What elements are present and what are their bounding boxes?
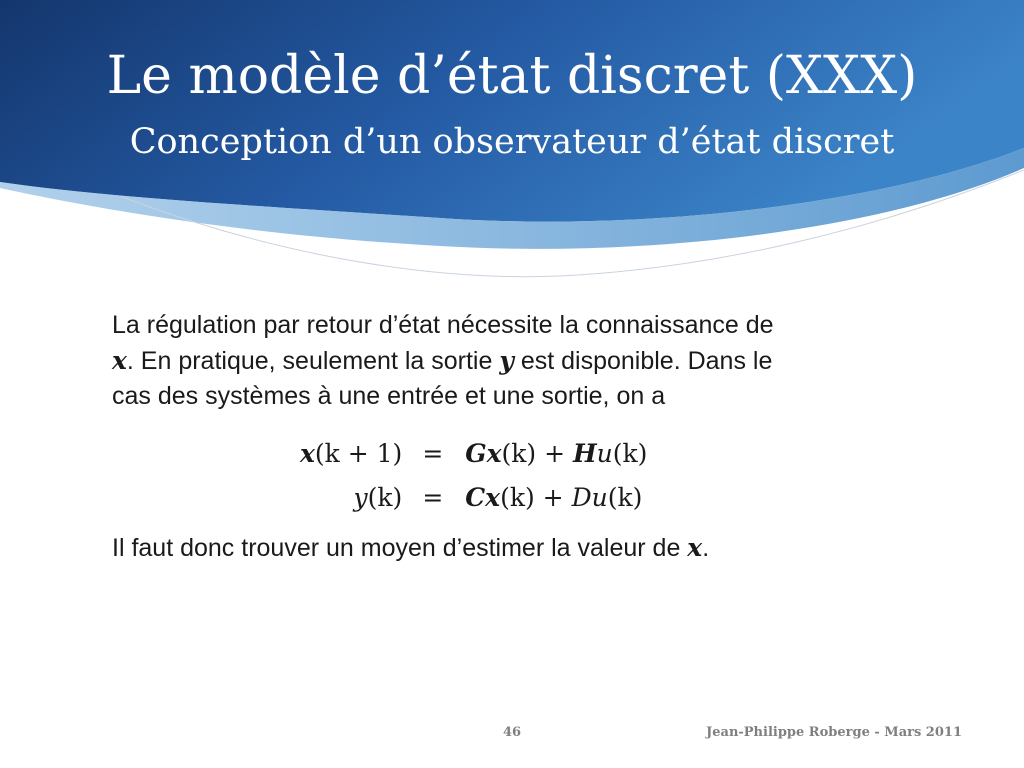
conclusion-text: Il faut donc trouver un moyen d’estimer la valeur de [112, 534, 688, 562]
state-space-equations [300, 432, 647, 520]
paragraph-intro [112, 308, 932, 414]
state-equation-lhs: x(k + 1) [300, 439, 403, 468]
state-x-symbol: x [112, 346, 127, 375]
conclusion-end: . [702, 534, 710, 562]
footer-author-date: Jean-Philippe Roberge - Mars 2011 [706, 725, 962, 740]
slide-number: 46 [502, 725, 522, 740]
paragraph-conclusion [112, 530, 932, 566]
intro-line-2-end: est disponible. Dans le [513, 347, 773, 375]
output-equation [300, 476, 647, 520]
output-equation-rhs: Cx(k) + Du(k) [465, 483, 643, 512]
slide-title: Le modèle d’état discret (XXX) [106, 46, 918, 106]
state-x-symbol: x [687, 533, 703, 562]
output-equation-lhs: y(k) [353, 483, 403, 512]
output-y-symbol: y [499, 346, 514, 375]
intro-line-2: . En pratique, seulement la sortie [126, 347, 500, 375]
equals-sign: = [422, 483, 444, 512]
state-equation [300, 432, 647, 476]
equals-sign: = [422, 439, 444, 468]
slide-subtitle: Conception d’un observateur d’état discret [129, 122, 895, 162]
state-equation-rhs: Gx(k) + Hu(k) [465, 439, 648, 468]
intro-line-3: cas des systèmes à une entrée et une sortie, on a [112, 382, 666, 410]
intro-line-1: La régulation par retour d’état nécessite la connaissance de [112, 311, 774, 339]
